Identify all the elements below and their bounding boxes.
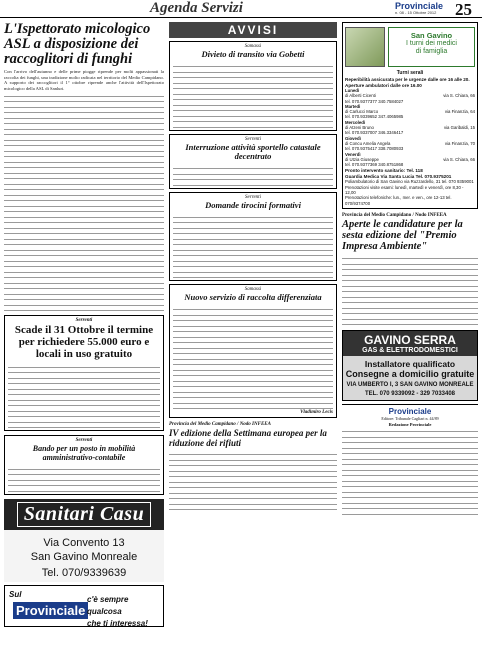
- notice-box-deadline: [4, 315, 164, 431]
- notice-box-mobility: [4, 435, 164, 495]
- article-body: [342, 254, 478, 326]
- imprint-box: [342, 404, 478, 515]
- schedule-doctor: tel. 070.9377377 340.7584027: [345, 98, 404, 104]
- ad-line-1: Installatore qualificato: [364, 358, 456, 369]
- schedule-doctor: tel. 070.9375417 338.7080933: [345, 146, 404, 152]
- notice-title: Bando per un posto in mobilità amministrativo-contabile: [32, 444, 136, 462]
- article-location: Provincia del Medio Campidano / Nodo INFEEA: [169, 421, 271, 427]
- notice-title: Scade il 31 Ottobre il termine per richiedere 55.000 euro e locali in uso gratuito: [14, 324, 154, 360]
- notice-body: [173, 212, 333, 278]
- imprint-logo: Provinciale: [388, 406, 432, 416]
- schedule-address: via Finanzia, 70: [444, 140, 475, 146]
- schedule-footer-1: Pronto intervento sanitario: Tel. 118: [345, 168, 423, 174]
- promo-sul: Sul: [9, 590, 22, 599]
- schedule-doctor: di Carlucci Marco: [345, 109, 379, 115]
- notice-cadastral: [169, 134, 337, 189]
- ad-address: VIA UMBERTO I, 3 SAN GAVINO MONREALE: [346, 381, 474, 388]
- ad-sanitari-body: [4, 530, 164, 582]
- page-number: 25: [455, 0, 472, 19]
- ad-phone: TEL. 070 9339092 - 329 7033408: [364, 390, 456, 397]
- notice-title: Nuovo servizio di raccolta differenziata: [184, 292, 322, 302]
- imprint-registration: Editore: Tribunale Cagliari n. 44/89: [381, 415, 439, 421]
- article-intro: Con l'arrivo dell'autunno e delle prime piogge riprende per molti appassionati la raccolta dei funghi, una tradizione molto radicata nel territorio del Medio Campidano. A supporto dei raccoglitori il 1° ottobre riprende anche l'attività dell'Ispettorato micologico della ASL di Sanluri.: [4, 69, 164, 91]
- notice-internships: [169, 192, 337, 282]
- ad-phone: Tel. 070/9339639: [41, 567, 127, 579]
- schedule-address: via S. Chiara, 66: [443, 93, 475, 99]
- schedule-footer-4: Prenotazioni visite esami: lunedì, martedì e venerdì, ore 8,30 - 12,00: [345, 184, 464, 196]
- schedule-footer-2: Guardia Medica Via Santa Lucia Tel. 070.9375201: [345, 174, 452, 180]
- notice-title: Interruzione attività sportello catastale decentrato: [185, 141, 321, 161]
- ad-name: GAVINO SERRA: [343, 331, 477, 347]
- section-title: Agenda Servizi: [150, 0, 243, 16]
- article-title: Aperte le candidature per la sesta edizione del "Premio Impresa Ambiente": [342, 218, 463, 252]
- notice-location: Serrenti: [245, 194, 261, 200]
- notice-waste-collection: [169, 284, 337, 418]
- notice-transit: [169, 41, 337, 131]
- schedule-title-2: di famiglia: [415, 48, 448, 55]
- notice-body: [8, 464, 160, 492]
- schedule-doctor: di Atzeni Bruno: [345, 125, 374, 131]
- notice-body: [173, 164, 333, 186]
- article-body: [4, 91, 164, 311]
- schedule-day: Giovedì: [345, 135, 361, 141]
- promo-banner: [4, 585, 164, 627]
- schedule-address: via S. Chiara, 66: [443, 156, 475, 162]
- schedule-footer-5: Prenotazioni telefoniche: lun., mer. e ven., ore 12-13 tel. 070/9374700: [345, 195, 452, 206]
- imprint-body: [342, 427, 478, 515]
- promo-logo: Provinciale: [13, 602, 88, 619]
- ad-gavino-serra: [342, 330, 478, 401]
- schedule-day: Martedì: [345, 103, 361, 109]
- ad-sanitari-header: [4, 499, 164, 530]
- doctors-schedule: [342, 22, 478, 209]
- promo-tagline-1: c'è sempre qualcosa: [87, 595, 129, 616]
- schedule-doctor: tel. 070.9377369 340.8751868: [345, 162, 404, 168]
- column-left: [4, 22, 164, 627]
- article-location: Provincia del Medio Campidano / Nodo INFEEA: [342, 212, 447, 218]
- notice-location: Serrenti: [75, 318, 93, 323]
- article-body: [169, 450, 337, 510]
- promo-tagline-2: che ti interessa!: [87, 619, 148, 628]
- schedule-town: San Gavino: [410, 31, 453, 40]
- ad-subtitle: GAS & ELETTRODOMESTICI: [343, 347, 477, 356]
- ad-line-2: Consegne a domicilio gratuite: [345, 368, 475, 379]
- notice-location: Serrenti: [75, 438, 93, 443]
- notice-signature: Vladimiro Lecis: [300, 409, 333, 415]
- schedule-doctor: di Alberti Cicenti: [345, 93, 376, 99]
- notice-body: [173, 62, 333, 128]
- schedule-title-box: [388, 27, 475, 67]
- schedule-doctor: di Concu Amelia Angela: [345, 140, 391, 146]
- article-title: IV edizione della Settimana europea per la riduzione dei rifiuti: [169, 427, 327, 448]
- issue-date: n. 08 - 15 Ottobre 2012: [395, 10, 437, 15]
- newspaper-logo: Provinciale: [395, 1, 444, 11]
- schedule-turni: Turni serali: [396, 70, 424, 76]
- schedule-day: Venerdì: [345, 151, 361, 157]
- ad-street: Via Convento 13: [43, 537, 125, 549]
- schedule-footer-3: Poliambulatorio di San Gavino via Ruzzardello, 31 tel. 070 9359001: [345, 179, 474, 185]
- imprint-heading: Redazione Provinciale: [388, 421, 432, 427]
- ad-town: San Gavino Monreale: [30, 551, 138, 563]
- schedule-intro: Reperibilità assicurata per le urgenze dalle ore 16 alle 20. Aperture ambulatori dalle ore 16.00: [345, 77, 470, 88]
- article-title: L'Ispettorato micologico ASL a disposizione dei raccoglitori di funghi: [4, 21, 151, 67]
- schedule-address: via Finanzia, 64: [444, 109, 475, 115]
- column-right: [342, 22, 478, 515]
- schedule-doctor: di Utzia Giuseppe: [345, 156, 379, 162]
- notice-title: Divieto di transito via Gobetti: [201, 49, 305, 59]
- schedule-doctor: tel. 070.9337007 346.3346417: [345, 130, 404, 136]
- notice-title: Domande tirocini formativi: [205, 199, 301, 210]
- town-photo: [345, 27, 385, 67]
- schedule-day: Lunedì: [345, 88, 360, 93]
- notice-location: Serrenti: [245, 136, 261, 142]
- schedule-day: Mercoledì: [345, 119, 366, 125]
- avvisi-banner: AVVISI: [169, 22, 337, 38]
- schedule-doctor: tel. 070.9339652 347.4065985: [345, 114, 404, 120]
- notice-body: [8, 362, 160, 428]
- column-middle: [169, 22, 337, 510]
- schedule-row: [345, 162, 475, 167]
- notice-location: Samassi: [244, 287, 262, 292]
- schedule-rows: [345, 88, 475, 167]
- schedule-title-1: I turni dei medici: [406, 40, 457, 47]
- schedule-header: [345, 25, 475, 69]
- promo-tagline: [87, 594, 163, 630]
- notice-location: Samassi: [244, 44, 262, 49]
- schedule-address: via Garibaldi, 15: [443, 125, 475, 131]
- ad-brand: Sanitari Casu: [17, 502, 151, 527]
- notice-body: [173, 305, 333, 409]
